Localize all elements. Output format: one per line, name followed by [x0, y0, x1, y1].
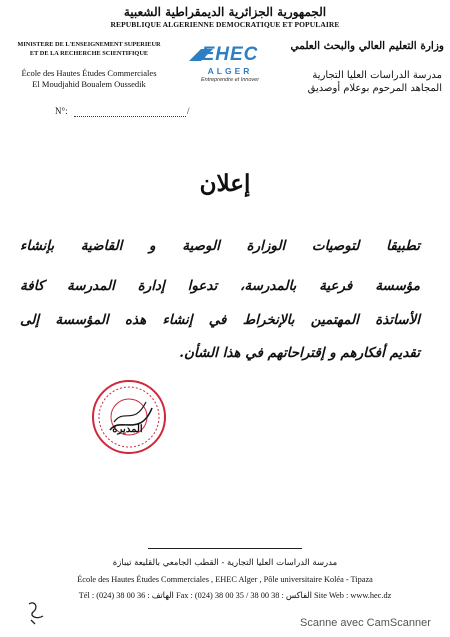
logo-name: EHEC	[201, 44, 259, 65]
official-stamp-icon	[90, 378, 168, 456]
reference-number-label: N°:	[55, 106, 68, 116]
ministry-french-line1: MINISTERE DE L'ENSEIGNEMENT SUPERIEUR	[17, 41, 161, 48]
camscanner-watermark: Scanne avec CamScanner	[300, 617, 431, 629]
announcement-line-2: مؤسسة فرعية بالمدرسة، تدعوا إدارة المدرسة كافة	[20, 278, 420, 294]
ehec-logo	[185, 44, 275, 94]
logo-city: ALGER	[207, 66, 253, 76]
republic-title-french: REPUBLIQUE ALGERIENNE DEMOCRATIQUE ET POPULAIRE	[110, 20, 340, 29]
footer-contact: Tél : (024) 38 00 36 : الهاتف Fax : (024) 38 00 35 / 38 00 38 : الفاكس Site Web : www.hec.dz	[78, 591, 392, 600]
ministry-french-line2: ET DE LA RECHERCHE SCIENTIFIQUE	[29, 50, 149, 57]
school-name-arabic-line2: المجاهد المرحوم بوعلام أوصديق	[307, 83, 442, 94]
handwritten-mark-icon	[25, 598, 47, 626]
school-name-french	[2, 68, 176, 90]
footer-divider	[148, 548, 302, 549]
announcement-line-1: تطبيقا لتوصيات الوزارة الوصية و القاضية بإنشاء	[20, 238, 420, 254]
reference-number-line	[74, 116, 186, 117]
reference-number-slash: /	[187, 106, 190, 116]
footer-address-arabic: مدرسة الدراسات العليا التجارية - القطب الجامعي بالقليعة تيبازة	[112, 558, 338, 568]
reference-number	[55, 106, 190, 116]
school-name-french-line2: El Moudjahid Boualem Oussedik	[32, 79, 146, 89]
stamp-director-label: المديرة	[112, 424, 143, 435]
announcement-line-4: تقديم أفكارهم و إقتراحاتهم في هذا الشأن.	[179, 345, 420, 361]
logo-tagline: Entreprendre et Innover	[200, 77, 260, 83]
ministry-french	[4, 40, 174, 58]
republic-title-arabic: الجمهورية الجزائرية الديمقراطية الشعبية	[123, 5, 327, 19]
school-name-arabic-line1: مدرسة الدراسات العليا التجارية	[312, 70, 442, 81]
school-name-french-line1: École des Hautes Études Commerciales	[21, 68, 157, 78]
announcement-title: إعلان	[199, 170, 251, 197]
ministry-arabic: وزارة التعليم العالي والبحث العلمي	[290, 40, 444, 52]
announcement-line-3: الأساتذة المهتمين بالإنخراط في إنشاء هذه المؤسسة إلى	[20, 312, 420, 328]
footer-address-french: École des Hautes Études Commerciales , EHEC Alger , Pôle universitaire Koléa - Tipaza	[77, 575, 373, 584]
